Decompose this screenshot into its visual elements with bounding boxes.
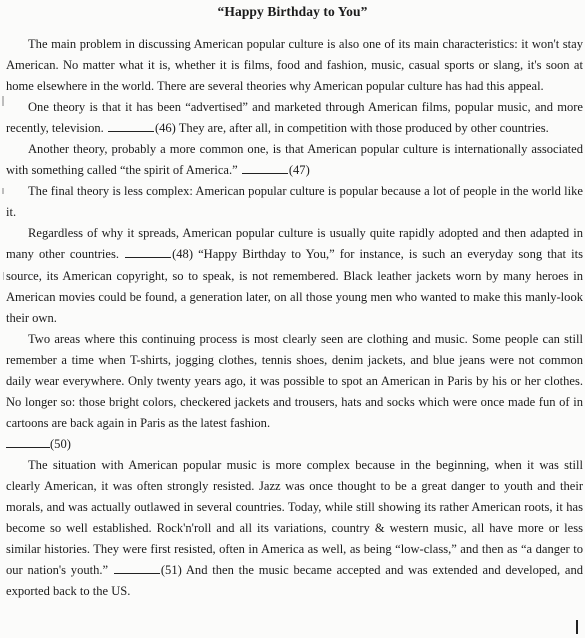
paragraph-spread-tail: (48) “Happy Birthday to You,” for instance, is such an everyday song that its source, its American copyright, so to speak, is not remembered. Black leather jackets worn by many heroes in American movies could be found, a generation later, on all those young men who wanted to make this manly-look their own. (6, 247, 583, 325)
answer-blank-50[interactable] (6, 435, 50, 448)
scan-artifact (2, 188, 4, 194)
paragraph-spread (6, 223, 583, 328)
paragraph-blank-50 (6, 434, 583, 455)
answer-blank-51[interactable] (114, 561, 160, 574)
paragraph-music-tail: (51) And then the music became accepted and was extended and developed, and exported back to the US. (6, 563, 584, 599)
passage-title: “Happy Birthday to You” (217, 4, 368, 19)
paragraph-theory-one-text: One theory is that it has been “advertised” and marketed through American films, popular music, and more recently, television. (6, 100, 583, 136)
paragraph-intro-text: The main problem in discussing American popular culture is also one of its main characteristics: it won't stay American. No matter what it is, whether it is films, food and fashion, music, casual sports or slang, it's soon at home elsewhere in the world. There are several theories why American popular culture has had this appeal. (6, 37, 583, 94)
paragraph-final-theory (6, 181, 583, 223)
paragraph-theory-two-text: Another theory, probably a more common one, is that American popular culture is internationally associated with something called “the spirit of America.” (6, 142, 583, 178)
paragraph-music-text: The situation with American popular music is more complex because in the beginning, when it was still clearly American, it was often strongly resisted. Jazz was once thought to be a great danger to youth and their morals, and was actually outlawed in several countries. Today, while still showing its rather American roots, it has become so well established. Rock'n'roll and all its variations, country & western music, all have more or less similar histories. They were first resisted, often in America as well, as being “low-class,” and then as “a danger to our nation's youth.” (6, 457, 583, 578)
answer-blank-47[interactable] (242, 161, 288, 174)
scan-artifact (576, 620, 578, 634)
scan-artifact (2, 96, 4, 106)
paragraph-clothing-text: Two areas where this continuing process is most clearly seen are clothing and music. Some people can still remember a time when T-shirts, jogging clothes, tennis shoes, denim jackets, and blue jeans were not common daily wear everywhere. Only twenty years ago, it was possible to spot an American in Paris by his or her clothes. No longer so: those bright colors, checkered jackets and trousers, hats and socks which were once made fun of in cartoons are back again in Paris as the latest fashion. (6, 331, 583, 430)
paragraph-theory-one-tail: (46) They are, after all, in competition with those produced by other countries. (154, 121, 549, 136)
paragraph-theory-one (6, 97, 583, 139)
scan-artifact (3, 272, 4, 280)
paragraph-clothing (6, 329, 583, 434)
answer-blank-48[interactable] (125, 245, 171, 258)
paragraph-blank-50-label: (50) (50, 436, 71, 451)
paragraph-theory-two (6, 139, 583, 181)
paragraph-intro (6, 34, 583, 97)
paragraph-music (6, 455, 583, 602)
paragraph-theory-two-tail: (47) (288, 163, 310, 178)
answer-blank-46[interactable] (108, 119, 154, 132)
paragraph-spread-text: Regardless of why it spreads, American popular culture is usually quite rapidly adopted and then adapted in many other countries. (6, 226, 583, 262)
passage-body (6, 34, 583, 602)
paragraph-final-theory-text: The final theory is less complex: American popular culture is popular because a lot of people in the world like it. (6, 184, 583, 220)
